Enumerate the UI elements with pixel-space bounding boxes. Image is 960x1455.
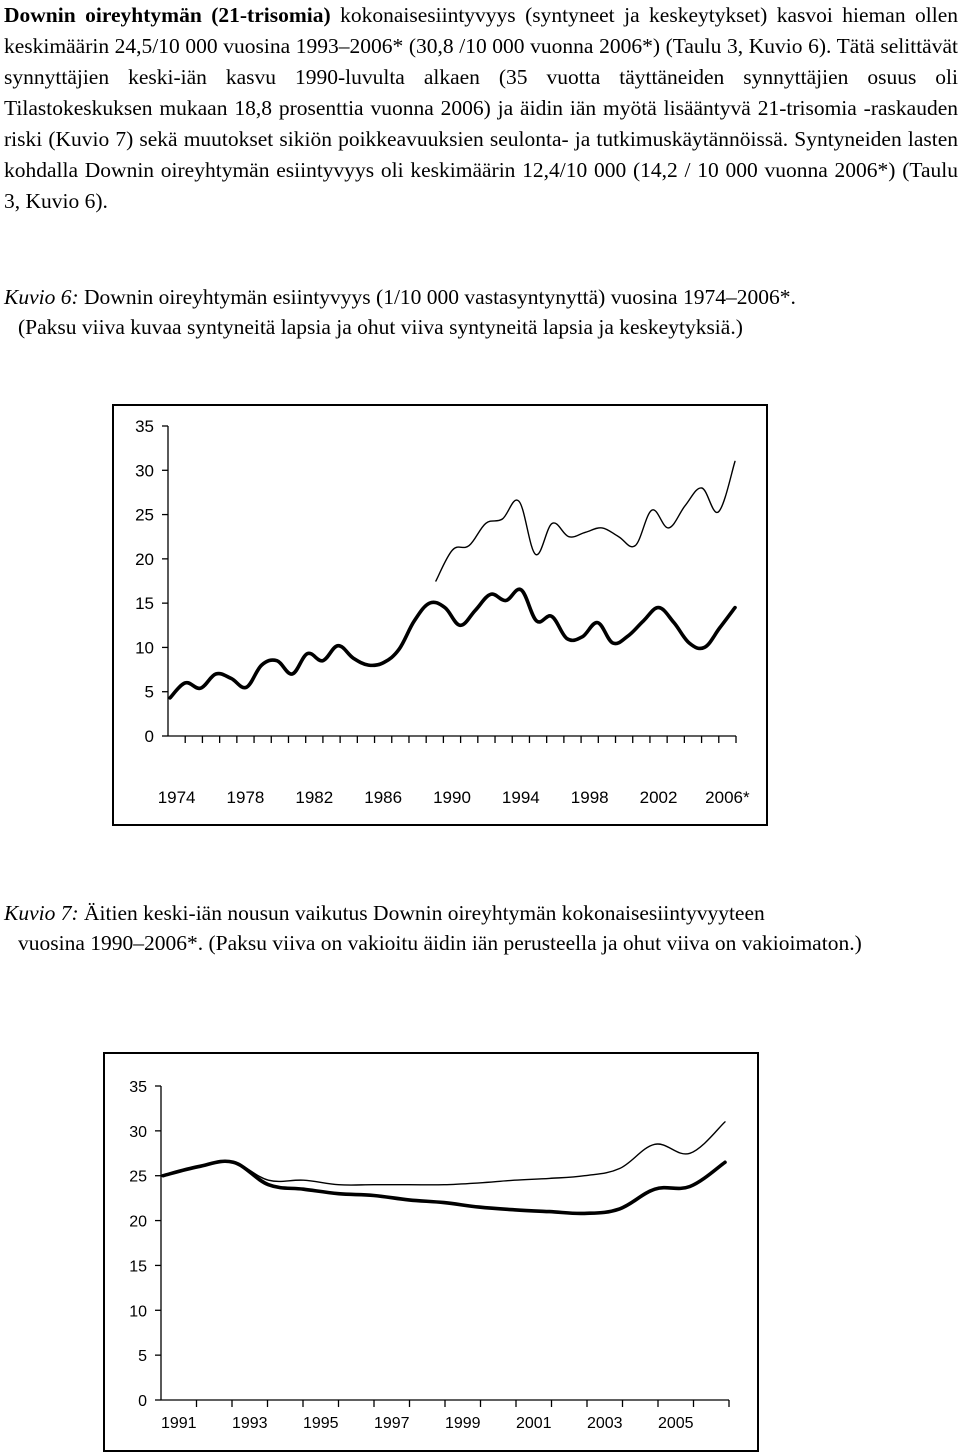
y-tick-label: 35 [129,1079,147,1096]
x-tick-label: 1991 [160,1415,197,1432]
intro-text: kokonaisesiintyvyys (syntyneet ja keskeytykset) kasvoi hieman ollen keskimäärin 24,5/10 000 vuosina 1993–2006* (30,8 /10 000 vuonna 2006*) (Taulu 3, Kuvio 6). Tätä selittävät synnyttäjien keski-iän kasvu 1990-luvulta alkaen (35 vuotta täyttäneiden synnyttäjien osuus oli Tilastokeskuksen mukaan 18,8 prosenttia vuonna 2006) ja äidin iän myötä lisääntyvä 21-trisomia -raskauden riski (Kuvio 7) sekä muutokset sikiön poikkeavuuksien seulonta- ja tutkimuskäytännöissä. Syntyneiden lasten kohdalla Downin oireyhtymän esiintyvyys oli keskimäärin 12,4/10 000 (14,2 / 10 000 vuonna 2006*) (Taulu 3, Kuvio 6). [4,3,958,213]
chart-kuvio-6 [114,406,766,824]
y-tick-label: 5 [138,1348,147,1366]
caption7-line2: vuosina 1990–2006*. (Paksu viiva on vakioitu äidin iän perusteella ja ohut viiva on vakioimaton.) [18,931,862,955]
x-tick-label: 2001 [515,1415,552,1432]
y-tick-label: 25 [135,505,154,525]
y-tick-label: 30 [129,1123,147,1141]
series-line-thick [170,589,735,698]
series-line-thin [436,461,735,581]
caption6-line1: Downin oireyhtymän esiintyvyys (1/10 000 vastasyntynyttä) vuosina 1974–2006*. [78,285,796,309]
caption-kuvio-6 [4,282,958,342]
y-tick-label: 10 [129,1303,147,1321]
series-line-thin [163,1122,725,1185]
y-tick-label: 5 [144,682,154,702]
y-tick-label: 25 [129,1168,147,1186]
x-tick-label: 2002 [639,788,678,807]
x-tick-label: 2006* [705,788,750,807]
chart-kuvio-7 [105,1054,757,1450]
x-tick-label: 1995 [302,1415,339,1432]
chart-kuvio-7-frame [103,1052,759,1452]
y-tick-label: 30 [135,461,154,481]
x-tick-label: 1990 [433,788,471,807]
caption-kuvio-7 [4,898,958,958]
y-tick-label: 15 [129,1258,147,1276]
x-tick-label: 1978 [226,788,265,807]
x-tick-label: 1998 [570,788,609,807]
x-tick-label: 2003 [586,1415,623,1432]
caption7-line1: Äitien keski-iän nousun vaikutus Downin oireyhtymän kokonaisesiintyvyyteen [78,901,765,925]
x-tick-label: 1997 [373,1415,410,1432]
y-tick-label: 0 [144,727,154,746]
x-tick-label: 1986 [364,788,403,807]
caption6-label: Kuvio 6: [4,285,79,309]
caption7-label: Kuvio 7: [4,901,79,925]
y-tick-label: 20 [129,1213,147,1231]
intro-paragraph [4,0,958,217]
y-tick-label: 20 [135,549,154,569]
caption6-line2: (Paksu viiva kuvaa syntyneitä lapsia ja ohut viiva syntyneitä lapsia ja keskeytyksiä.) [18,315,743,339]
y-tick-label: 0 [138,1393,147,1410]
chart-kuvio-6-frame [112,404,768,826]
y-tick-label: 35 [135,417,154,436]
x-tick-label: 2005 [657,1415,694,1432]
x-tick-label: 1974 [157,788,196,807]
x-tick-label: 1982 [295,788,334,807]
x-tick-label: 1994 [501,788,540,807]
x-tick-label: 1999 [444,1415,481,1432]
y-tick-label: 15 [135,594,154,614]
y-tick-label: 10 [135,638,154,658]
x-tick-label: 1993 [231,1415,268,1432]
intro-bold: Downin oireyhtymän (21-trisomia) [4,3,331,27]
